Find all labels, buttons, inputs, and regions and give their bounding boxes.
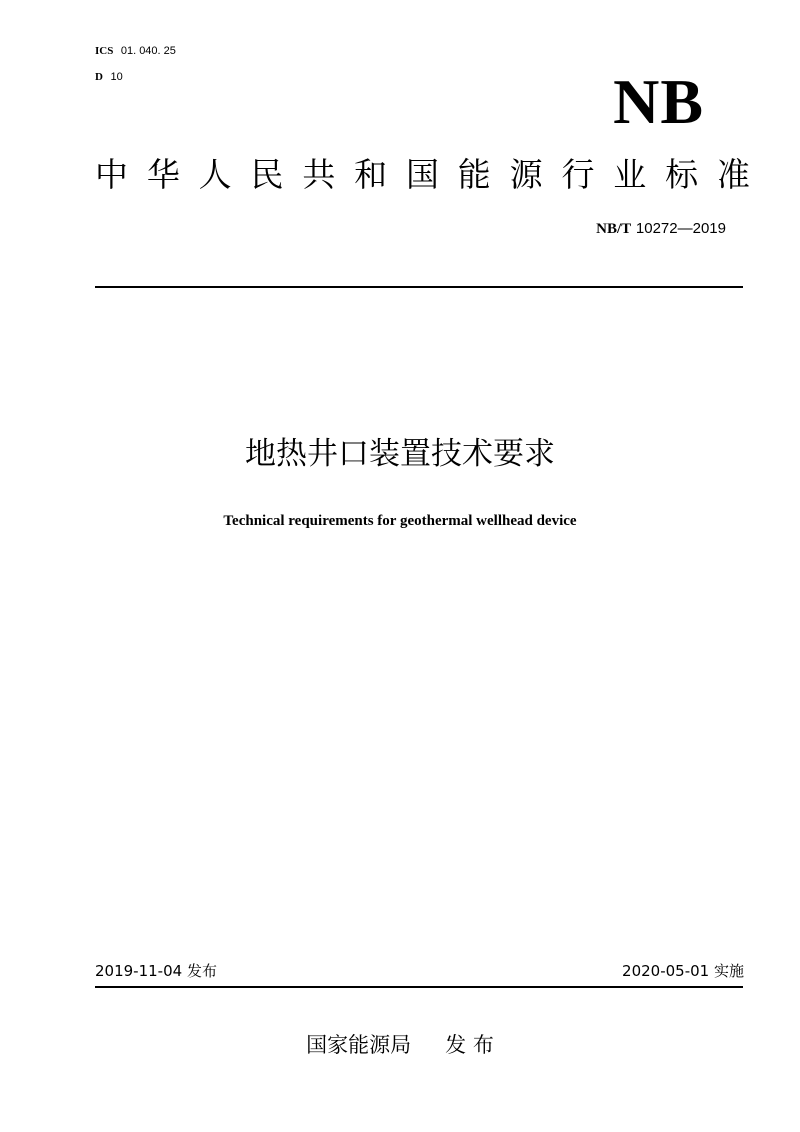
issuer-line (0, 1030, 800, 1060)
issuer-name: 国家能源局 (306, 1033, 412, 1057)
standard-type-char: 共 (302, 155, 336, 194)
standard-type-char: 标 (665, 155, 699, 194)
effective-date: 2020-05-01 实施 (622, 962, 744, 980)
standard-type-char: 源 (509, 155, 543, 194)
nb-logo: NB (613, 66, 704, 137)
classification-value: 10 (110, 71, 123, 83)
standard-type-char: 民 (250, 155, 284, 194)
standard-type-char: 行 (561, 155, 595, 194)
ics-label: ICS (95, 45, 114, 57)
standard-type-char: 和 (354, 155, 388, 194)
standard-type-char: 中 (95, 155, 128, 194)
document-title-english: Technical requirements for geothermal wellhead device (223, 513, 577, 529)
document-title-chinese: 地热井口装置技术要求 (245, 436, 555, 472)
classification-label: D (95, 71, 103, 83)
standard-type-char: 国 (405, 155, 439, 194)
classification-code (95, 70, 123, 84)
standard-type-char: 华 (146, 155, 180, 194)
standard-number-prefix: NB/T (596, 221, 632, 237)
top-divider (95, 286, 743, 288)
publish-date: 2019-11-04 发布 (95, 962, 217, 980)
standard-type-title (95, 152, 750, 198)
standard-number-value: 10272—2019 (635, 220, 726, 237)
standard-type-char: 准 (716, 155, 750, 194)
standard-type-char: 业 (613, 155, 647, 194)
ics-code (95, 44, 176, 58)
bottom-divider (95, 986, 743, 988)
standard-type-char: 能 (457, 155, 491, 194)
issuer-action: 发 布 (445, 1033, 494, 1057)
ics-value: 01. 040. 25 (120, 45, 176, 57)
standard-type-char: 人 (198, 155, 232, 194)
standard-number (596, 218, 726, 239)
